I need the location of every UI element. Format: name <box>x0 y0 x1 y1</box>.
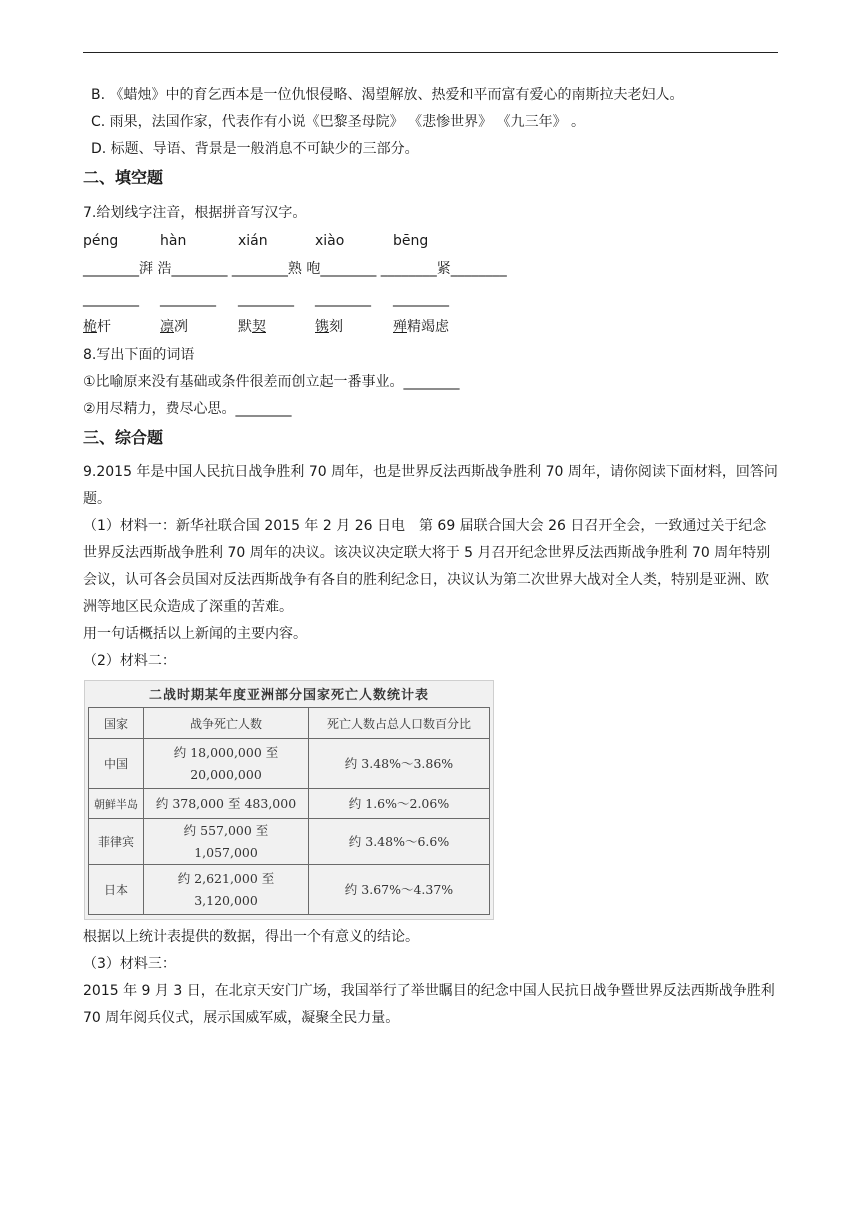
answer-blank-2[interactable]: ________ <box>160 291 216 307</box>
row-country: 朝鲜半岛 <box>89 789 144 819</box>
pinyin-4: xiào <box>315 233 345 249</box>
q9-part3-text: 2015 年 9 月 3 日，在北京天安门广场，我国举行了举世瞩目的纪念中国人民抗日战争暨世界反法西斯战争胜利 70 周年阅兵仪式，展示国威军威，凝聚全民力量。 <box>83 983 775 1026</box>
q9-part3-label: （3）材料三： <box>83 956 176 972</box>
q7-prompt: 7.给划线字注音，根据拼音写汉字。 <box>83 205 307 221</box>
word-2-underlined: 凛 <box>160 319 174 335</box>
word-5 <box>393 314 449 341</box>
word-2-rest: 冽 <box>174 319 188 335</box>
pinyin-2: hàn <box>160 233 187 249</box>
word-1 <box>83 314 111 341</box>
answer-blank-3[interactable]: ________ <box>238 291 294 307</box>
death-statistics-table <box>88 707 490 915</box>
header-country: 国家 <box>89 708 144 739</box>
q9-part1-text: （1）材料一：新华社联合国 2015 年 2 月 26 日电 第 69 届联合国大会 26 日召开全会，一致通过关于纪念世界反法西斯战争胜利 70 周年的决议。该决议决定联大将于 5 月召开纪念世界反法西斯战争胜利 70 周年特别会议，认可各会员国对反法西斯战争有各自的胜利纪念日，决议认为第二次世界大战对全人类，特别是亚洲、欧洲等地区民众造成了深重的苦难。 <box>83 518 771 615</box>
word-1-underlined: 桅 <box>83 319 97 335</box>
deaths-line-1: 约 378,000 至 483,000 <box>155 795 297 811</box>
row-deaths <box>144 739 309 789</box>
q8-item-1[interactable]: ①比喻原来没有基础或条件很差而创立起一番事业。________ <box>83 374 460 390</box>
table-header-row <box>89 708 490 739</box>
pinyin-1: péng <box>83 233 119 249</box>
q7-fill-row <box>83 256 778 283</box>
deaths-line-2: 1,057,000 <box>194 844 258 860</box>
row-deaths <box>144 789 309 819</box>
word-1-rest: 杆 <box>97 319 111 335</box>
header-deaths: 战争死亡人数 <box>144 708 309 739</box>
row-percentage: 约 3.48%～6.6% <box>309 819 490 865</box>
table-row <box>89 819 490 865</box>
row-country: 日本 <box>89 865 144 915</box>
q9-intro: 9.2015 年是中国人民抗日战争胜利 70 周年，也是世界反法西斯战争胜利 70 周年，请你阅读下面材料，回答问题。 <box>83 464 778 507</box>
row-percentage: 约 1.6%～2.06% <box>309 789 490 819</box>
word-2 <box>160 314 188 341</box>
word-3-underlined: 契 <box>252 319 266 335</box>
pinyin-5: bēng <box>393 233 429 249</box>
word-3 <box>238 314 266 341</box>
table-row <box>89 789 490 819</box>
question-9 <box>83 459 778 675</box>
deaths-line-2: 3,120,000 <box>194 892 258 908</box>
death-statistics-table-figure <box>84 680 494 920</box>
header-rule <box>83 52 778 53</box>
options-block <box>83 82 778 163</box>
q9-part1-question: 用一句话概括以上新闻的主要内容。 <box>83 626 307 642</box>
section-3 <box>83 424 778 452</box>
q8-prompt: 8.写出下面的词语 <box>83 347 195 363</box>
question-9-continued <box>83 924 778 1032</box>
table-row <box>89 865 490 915</box>
word-3-pre: 默 <box>238 319 252 335</box>
deaths-line-1: 约 557,000 至 <box>183 822 269 838</box>
row-deaths <box>144 865 309 915</box>
table-title: 二战时期某年度亚洲部分国家死亡人数统计表 <box>148 688 429 703</box>
answer-blank-1[interactable]: ________ <box>83 291 139 307</box>
option-b: B. 《蜡烛》中的育乞西本是一位仇恨侵略、渴望解放、热爱和平而富有爱心的南斯拉夫老妇人。 <box>91 87 684 103</box>
word-5-rest: 精竭虑 <box>407 319 449 335</box>
word-5-underlined: 殚 <box>393 319 407 335</box>
section-2-heading: 二、填空题 <box>83 168 164 187</box>
question-8 <box>83 342 778 423</box>
question-7 <box>83 200 778 227</box>
section-2 <box>83 164 778 192</box>
row-country: 菲律宾 <box>89 819 144 865</box>
row-deaths <box>144 819 309 865</box>
row-percentage: 约 3.48%～3.86% <box>309 739 490 789</box>
q7-fill-line[interactable]: ________湃 浩________ ________熟 咆________ ________紧________ <box>83 261 507 277</box>
row-percentage: 约 3.67%～4.37% <box>309 865 490 915</box>
q8-item-2[interactable]: ②用尽精力，费尽心思。________ <box>83 401 292 417</box>
pinyin-3: xián <box>238 233 268 249</box>
q9-part2-question: 根据以上统计表提供的数据，得出一个有意义的结论。 <box>83 929 419 945</box>
header-percentage: 死亡人数占总人口数百分比 <box>309 708 490 739</box>
table-row <box>89 739 490 789</box>
deaths-line-2: 20,000,000 <box>190 766 262 782</box>
answer-blank-4[interactable]: ________ <box>315 291 371 307</box>
deaths-line-1: 约 2,621,000 至 <box>177 870 275 886</box>
deaths-line-1: 约 18,000,000 至 <box>173 744 279 760</box>
word-4-underlined: 镌 <box>315 319 329 335</box>
q9-part2-label: （2）材料二： <box>83 653 176 669</box>
option-d: D. 标题、导语、背景是一般消息不可缺少的三部分。 <box>91 141 419 157</box>
word-4 <box>315 314 343 341</box>
section-3-heading: 三、综合题 <box>83 428 164 447</box>
word-4-rest: 刻 <box>329 319 343 335</box>
option-c: C. 雨果，法国作家，代表作有小说《巴黎圣母院》 《悲惨世界》 《九三年》 。 <box>91 114 586 130</box>
row-country: 中国 <box>89 739 144 789</box>
answer-blank-5[interactable]: ________ <box>393 291 449 307</box>
